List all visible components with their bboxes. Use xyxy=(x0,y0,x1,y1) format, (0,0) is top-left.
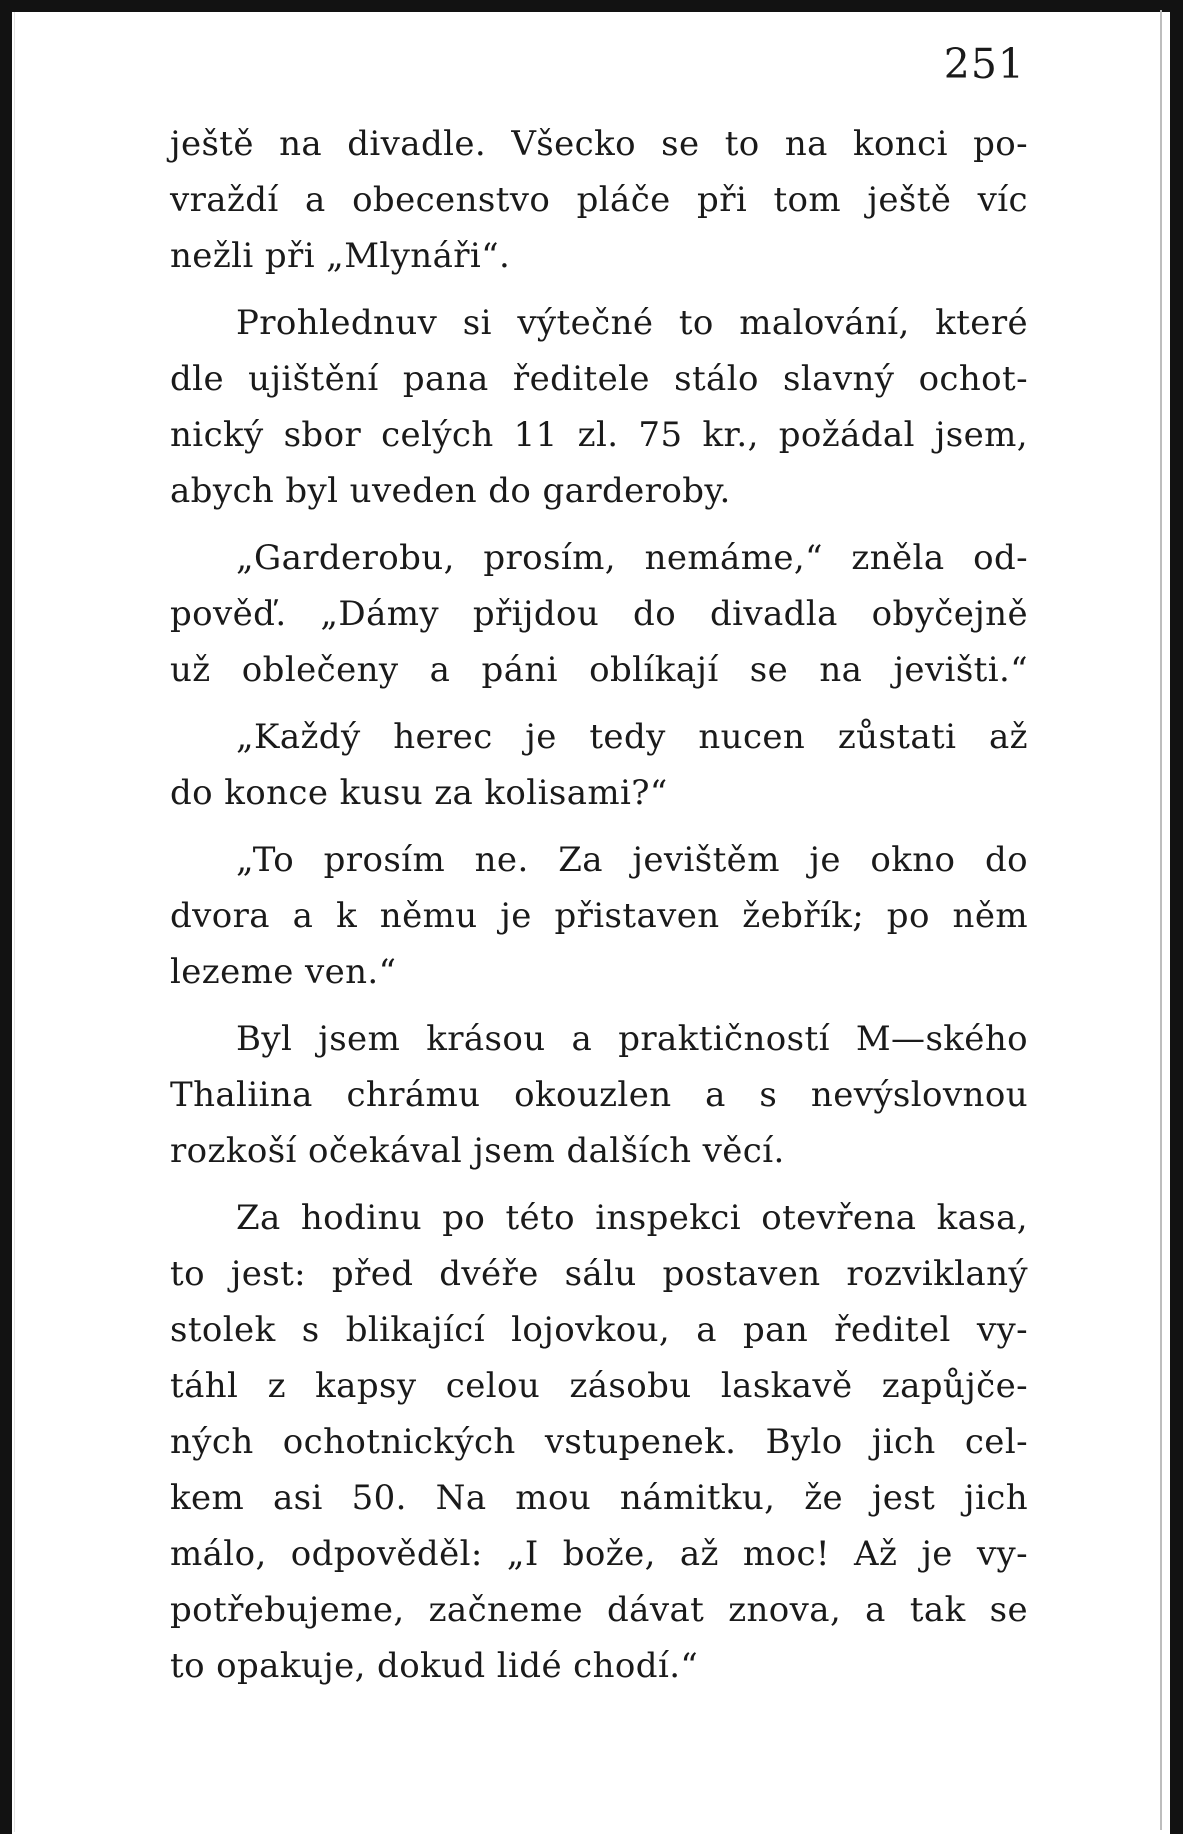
paragraph xyxy=(170,709,1028,821)
paragraph-gap xyxy=(170,1000,1028,1011)
paragraph-gap xyxy=(170,519,1028,530)
text-line: ještě na divadle. Všecko se to na konci po- xyxy=(170,124,1028,164)
paragraph xyxy=(170,295,1028,519)
text-line: Za hodinu po této inspekci otevřena kasa, xyxy=(236,1198,1028,1238)
page-number: 251 xyxy=(943,40,1025,88)
text-line: už oblečeny a páni oblíkají se na jevišti.“ xyxy=(170,650,1028,690)
paragraph-gap xyxy=(170,821,1028,832)
text-line: ných ochotnických vstupenek. Bylo jich cel- xyxy=(170,1422,1028,1462)
text-line: Prohlednuv si výtečné to malování, které xyxy=(236,303,1028,343)
text-line: abych byl uveden do garderoby. xyxy=(170,471,731,511)
text-line: pověď. „Dámy přijdou do divadla obyčejně xyxy=(170,594,1028,634)
page-edge-left xyxy=(14,12,15,1832)
text-line: Byl jsem krásou a praktičností M—ského xyxy=(236,1019,1028,1059)
page-frame-right xyxy=(1170,0,1183,1834)
text-line: táhl z kapsy celou zásobu laskavě zapůjče- xyxy=(170,1366,1028,1406)
text-line: „Garderobu, prosím, nemáme,“ zněla od- xyxy=(236,538,1028,578)
paragraph-gap xyxy=(170,698,1028,709)
paragraph xyxy=(170,116,1028,284)
text-line: lezeme ven.“ xyxy=(170,952,397,992)
text-line: vraždí a obecenstvo pláče při tom ještě víc xyxy=(170,180,1028,220)
text-line: to jest: před dvéře sálu postaven rozviklaný xyxy=(170,1254,1028,1294)
text-line: nický sbor celých 11 zl. 75 kr., požádal jsem, xyxy=(170,415,1028,455)
paragraph xyxy=(170,832,1028,1000)
paragraph-gap xyxy=(170,1179,1028,1190)
text-line: Thaliina chrámu okouzlen a s nevýslovnou xyxy=(170,1075,1028,1115)
text-line: málo, odpověděl: „I bože, až moc! Až je vy- xyxy=(170,1534,1028,1574)
text-line: stolek s blikající lojovkou, a pan ředitel vy- xyxy=(170,1310,1028,1350)
text-line: dle ujištění pana ředitele stálo slavný ochot- xyxy=(170,359,1028,399)
page-edge-right xyxy=(1160,10,1162,1830)
text-line: „Každý herec je tedy nucen zůstati až xyxy=(236,717,1028,757)
page-frame-top xyxy=(0,0,1183,12)
paragraph xyxy=(170,1190,1028,1694)
paragraph xyxy=(170,1011,1028,1179)
text-line: rozkoší očekával jsem dalších věcí. xyxy=(170,1131,785,1171)
paragraph-gap xyxy=(170,284,1028,295)
text-line: dvora a k němu je přistaven žebřík; po něm xyxy=(170,896,1028,936)
page-frame-left xyxy=(0,0,12,1834)
text-line: „To prosím ne. Za jevištěm je okno do xyxy=(236,840,1028,880)
text-line: potřebujeme, začneme dávat znova, a tak se xyxy=(170,1590,1028,1630)
text-line: kem asi 50. Na mou námitku, že jest jich xyxy=(170,1478,1028,1518)
text-line: nežli při „Mlynáři“. xyxy=(170,236,511,276)
text-line: do konce kusu za kolisami?“ xyxy=(170,773,668,813)
paragraph xyxy=(170,530,1028,698)
text-line: to opakuje, dokud lidé chodí.“ xyxy=(170,1646,699,1686)
body-text xyxy=(170,116,1028,1694)
